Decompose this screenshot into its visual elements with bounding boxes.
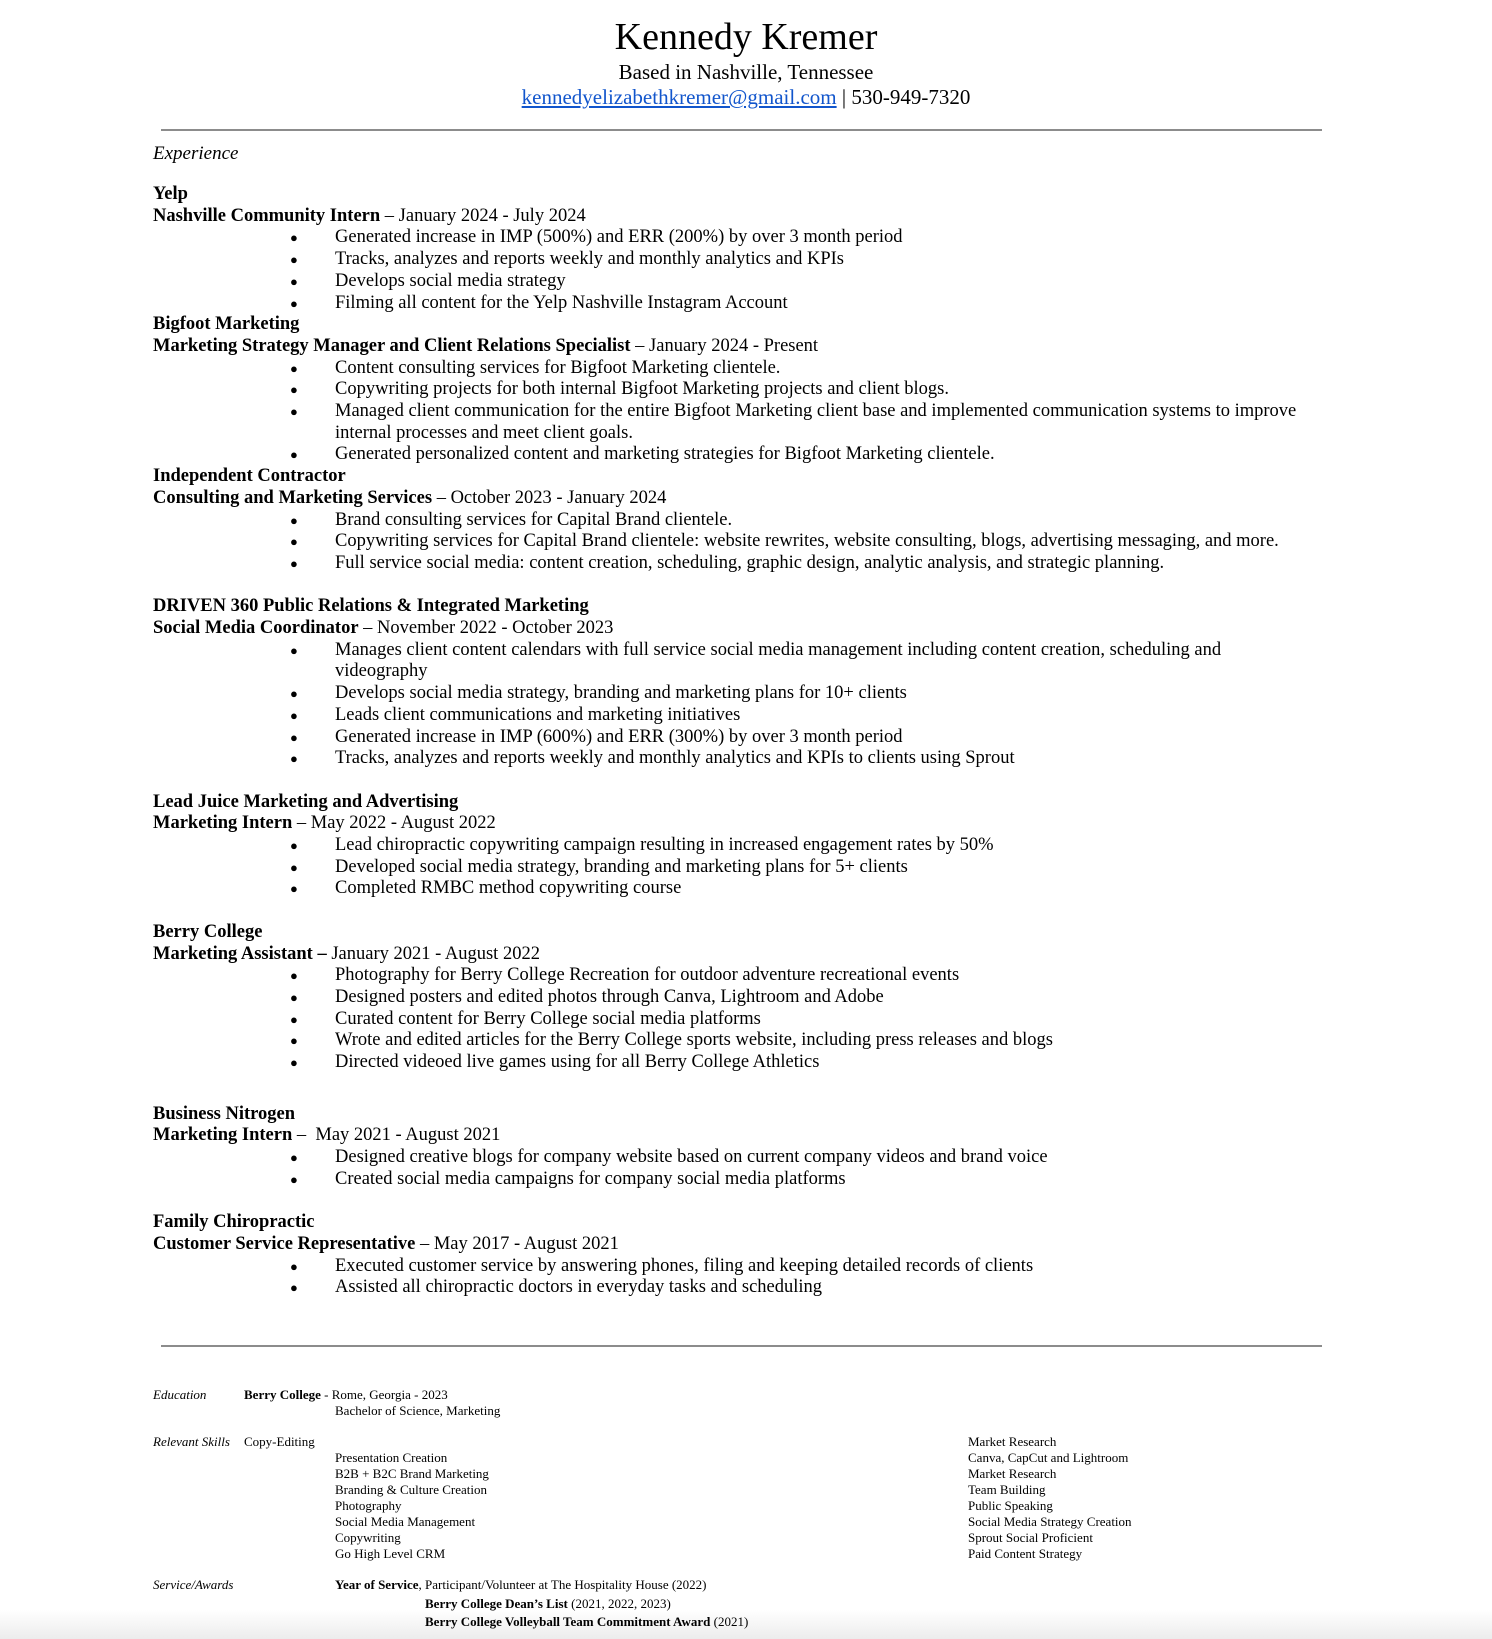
company-name: Independent Contractor [153, 466, 346, 487]
award-item: Berry College Volleyball Team Commitment Award (2021) [425, 1614, 749, 1629]
company-name: Yelp [153, 184, 188, 204]
skill-item: Social Media Management [335, 1514, 476, 1529]
spacer [153, 575, 1333, 597]
job-bullets [153, 1256, 1333, 1299]
experience-heading: Experience [153, 143, 239, 164]
job-dates: – May 2021 - August 2021 [292, 1125, 501, 1146]
bullet-item: ● Managed client communication for the entire Bigfoot Marketing client base and implemented communication systems to improve internal processes and meet client goals. [153, 401, 1333, 444]
job-entry [153, 1104, 1333, 1191]
job-title: Customer Service Representative [153, 1233, 416, 1254]
job-dates: – January 2024 - July 2024 [380, 205, 586, 226]
bullet-item: ● Tracks, analyzes and reports weekly and monthly analytics and KPIs [153, 249, 1333, 271]
skill-item: Copywriting [335, 1530, 401, 1545]
job-entry [153, 1212, 1333, 1299]
experience-list [153, 184, 1333, 1299]
bullet-item: ● Directed videoed live games using for all Berry College Athletics [153, 1052, 1333, 1074]
skills-label: Relevant Skills [153, 1434, 230, 1449]
awards-label: Service/Awards [153, 1577, 234, 1592]
bullet-item: ● Brand consulting services for Capital Brand clientele. [153, 510, 1333, 532]
company-name: DRIVEN 360 Public Relations & Integrated Marketing [153, 596, 589, 617]
award-item: Year of Service, Participant/Volunteer at The Hospitality House (2022) [335, 1577, 707, 1592]
job-role-line [153, 336, 1333, 358]
bullet-item: ● Designed creative blogs for company website based on current company videos and brand voice [153, 1147, 1333, 1169]
top-divider [161, 129, 1322, 131]
bullet-item: ● Completed RMBC method copywriting course [153, 878, 1333, 900]
job-dates: January 2021 - August 2022 [326, 943, 540, 964]
bullet-item: ● Leads client communications and marketing initiatives [153, 705, 1333, 727]
job-dates: – May 2017 - August 2021 [415, 1233, 619, 1254]
job-title: Marketing Assistant – [153, 943, 327, 964]
location: Based in Nashville, Tennessee [618, 60, 874, 84]
bullet-item: ● Created social media campaigns for company social media platforms [153, 1169, 1333, 1191]
skill-item: Sprout Social Proficient [968, 1530, 1093, 1545]
skills-right-column [968, 1434, 1132, 1562]
job-bullets [153, 640, 1333, 770]
job-bullets [153, 510, 1333, 575]
contact-line [0, 85, 1492, 110]
bullet-item: ● Executed customer service by answering phones, filing and keeping detailed records of clients [153, 1256, 1333, 1278]
company-name: Family Chiropractic [153, 1212, 315, 1233]
bullet-item: ● Curated content for Berry College social media platforms [153, 1009, 1333, 1031]
job-role-line [153, 618, 1333, 640]
bullet-item: ● Develops social media strategy, branding and marketing plans for 10+ clients [153, 683, 1333, 705]
bullet-item: ● Generated personalized content and marketing strategies for Bigfoot Marketing clientele. [153, 444, 1333, 466]
award-item: Berry College Dean’s List (2021, 2022, 2023) [425, 1596, 671, 1611]
bullet-item: ● Copywriting services for Capital Brand clientele: website rewrites, website consulting, blogs, advertising messaging, and more. [153, 531, 1333, 553]
bullet-item: ● Copywriting projects for both internal Bigfoot Marketing projects and client blogs. [153, 379, 1333, 401]
bullet-item: ● Tracks, analyzes and reports weekly and monthly analytics and KPIs to clients using Sprout [153, 748, 1333, 770]
company-name: Berry College [153, 921, 263, 942]
job-title: Marketing Intern [153, 1125, 293, 1146]
skill-item: B2B + B2C Brand Marketing [335, 1466, 489, 1481]
bullet-item: ● Generated increase in IMP (600%) and ERR (300%) by over 3 month period [153, 727, 1333, 749]
company-name: Business Nitrogen [153, 1103, 296, 1124]
bullet-item: ● Develops social media strategy [153, 271, 1333, 293]
job-title: Marketing Strategy Manager and Client Relations Specialist [153, 335, 631, 356]
skill-item: Photography [335, 1498, 402, 1513]
bullet-item: ● Designed posters and edited photos through Canva, Lightroom and Adobe [153, 987, 1333, 1009]
resume-header [0, 14, 1492, 110]
job-bullets [153, 965, 1333, 1074]
job-entry [153, 792, 1333, 901]
job-entry [153, 314, 1333, 466]
bullet-item: ● Developed social media strategy, branding and marketing plans for 5+ clients [153, 857, 1333, 879]
job-entry [153, 922, 1333, 1074]
skill-item: Canva, CapCut and Lightroom [968, 1450, 1129, 1465]
job-entry [153, 596, 1333, 770]
education-school-line [244, 1387, 448, 1403]
skill-item: Paid Content Strategy [968, 1546, 1083, 1561]
job-title: Consulting and Marketing Services [153, 487, 433, 508]
skill-item: Copy-Editing [244, 1434, 315, 1449]
job-role-line [153, 1125, 1333, 1147]
job-dates: – January 2024 - Present [630, 335, 819, 356]
bullet-item: ● Generated increase in IMP (500%) and ERR (200%) by over 3 month period [153, 227, 1333, 249]
job-title: Social Media Coordinator [153, 618, 359, 639]
contact-separator: | [836, 85, 852, 109]
skill-item: Presentation Creation [335, 1450, 448, 1465]
skill-item: Go High Level CRM [335, 1546, 446, 1561]
bullet-item: ● Assisted all chiropractic doctors in everyday tasks and scheduling [153, 1277, 1333, 1299]
bullet-item: ● Manages client content calendars with full service social media management including content creation, scheduling and videography [153, 640, 1333, 683]
job-role-line [153, 206, 1333, 228]
degree: Bachelor of Science, Marketing [335, 1403, 501, 1418]
bullet-item: ● Lead chiropractic copywriting campaign resulting in increased engagement rates by 50% [153, 835, 1333, 857]
bullet-item: ● Photography for Berry College Recreation for outdoor adventure recreational events [153, 965, 1333, 987]
job-dates: – May 2022 - August 2022 [292, 813, 496, 834]
skill-item: Market Research [968, 1434, 1057, 1449]
spacer [153, 900, 1333, 922]
job-role-line [153, 488, 1333, 510]
job-dates: – October 2023 - January 2024 [432, 487, 667, 508]
bullet-item: ● Filming all content for the Yelp Nashville Instagram Account [153, 293, 1333, 315]
skills-left-column [335, 1450, 489, 1562]
skill-item: Public Speaking [968, 1498, 1053, 1513]
job-bullets [153, 227, 1333, 314]
job-dates: – November 2022 - October 2023 [358, 618, 614, 639]
job-role-line [153, 944, 1333, 966]
skill-item: Team Building [968, 1482, 1046, 1497]
spacer [153, 770, 1333, 792]
education-label: Education [153, 1387, 207, 1402]
company-name: Lead Juice Marketing and Advertising [153, 791, 459, 812]
job-role-line [153, 813, 1333, 835]
school-name: Berry College [244, 1387, 321, 1402]
job-bullets [153, 1147, 1333, 1190]
job-role-line [153, 1234, 1333, 1256]
job-bullets [153, 835, 1333, 900]
job-entry [153, 466, 1333, 575]
bullet-item: ● Content consulting services for Bigfoot Marketing clientele. [153, 358, 1333, 380]
job-title: Marketing Intern [153, 813, 293, 834]
school-details: - Rome, Georgia - 2023 [320, 1387, 448, 1402]
job-bullets [153, 358, 1333, 467]
skill-item: Market Research [968, 1466, 1057, 1481]
bullet-item: ● Wrote and edited articles for the Berry College sports website, including press releases and blogs [153, 1030, 1333, 1052]
spacer [153, 1191, 1333, 1213]
email-link[interactable]: kennedyelizabethkremer@gmail.com [521, 85, 837, 109]
spacer [153, 1074, 1333, 1104]
candidate-name: Kennedy Kremer [614, 16, 878, 58]
phone-number: 530-949-7320 [851, 85, 971, 109]
skill-item: Social Media Strategy Creation [968, 1514, 1132, 1529]
skill-item: Branding & Culture Creation [335, 1482, 488, 1497]
bottom-divider [161, 1345, 1322, 1347]
bullet-item: ● Full service social media: content creation, scheduling, graphic design, analytic analysis, and strategic planning. [153, 553, 1333, 575]
job-title: Nashville Community Intern [153, 205, 381, 226]
company-name: Bigfoot Marketing [153, 314, 300, 335]
job-entry [153, 184, 1333, 314]
